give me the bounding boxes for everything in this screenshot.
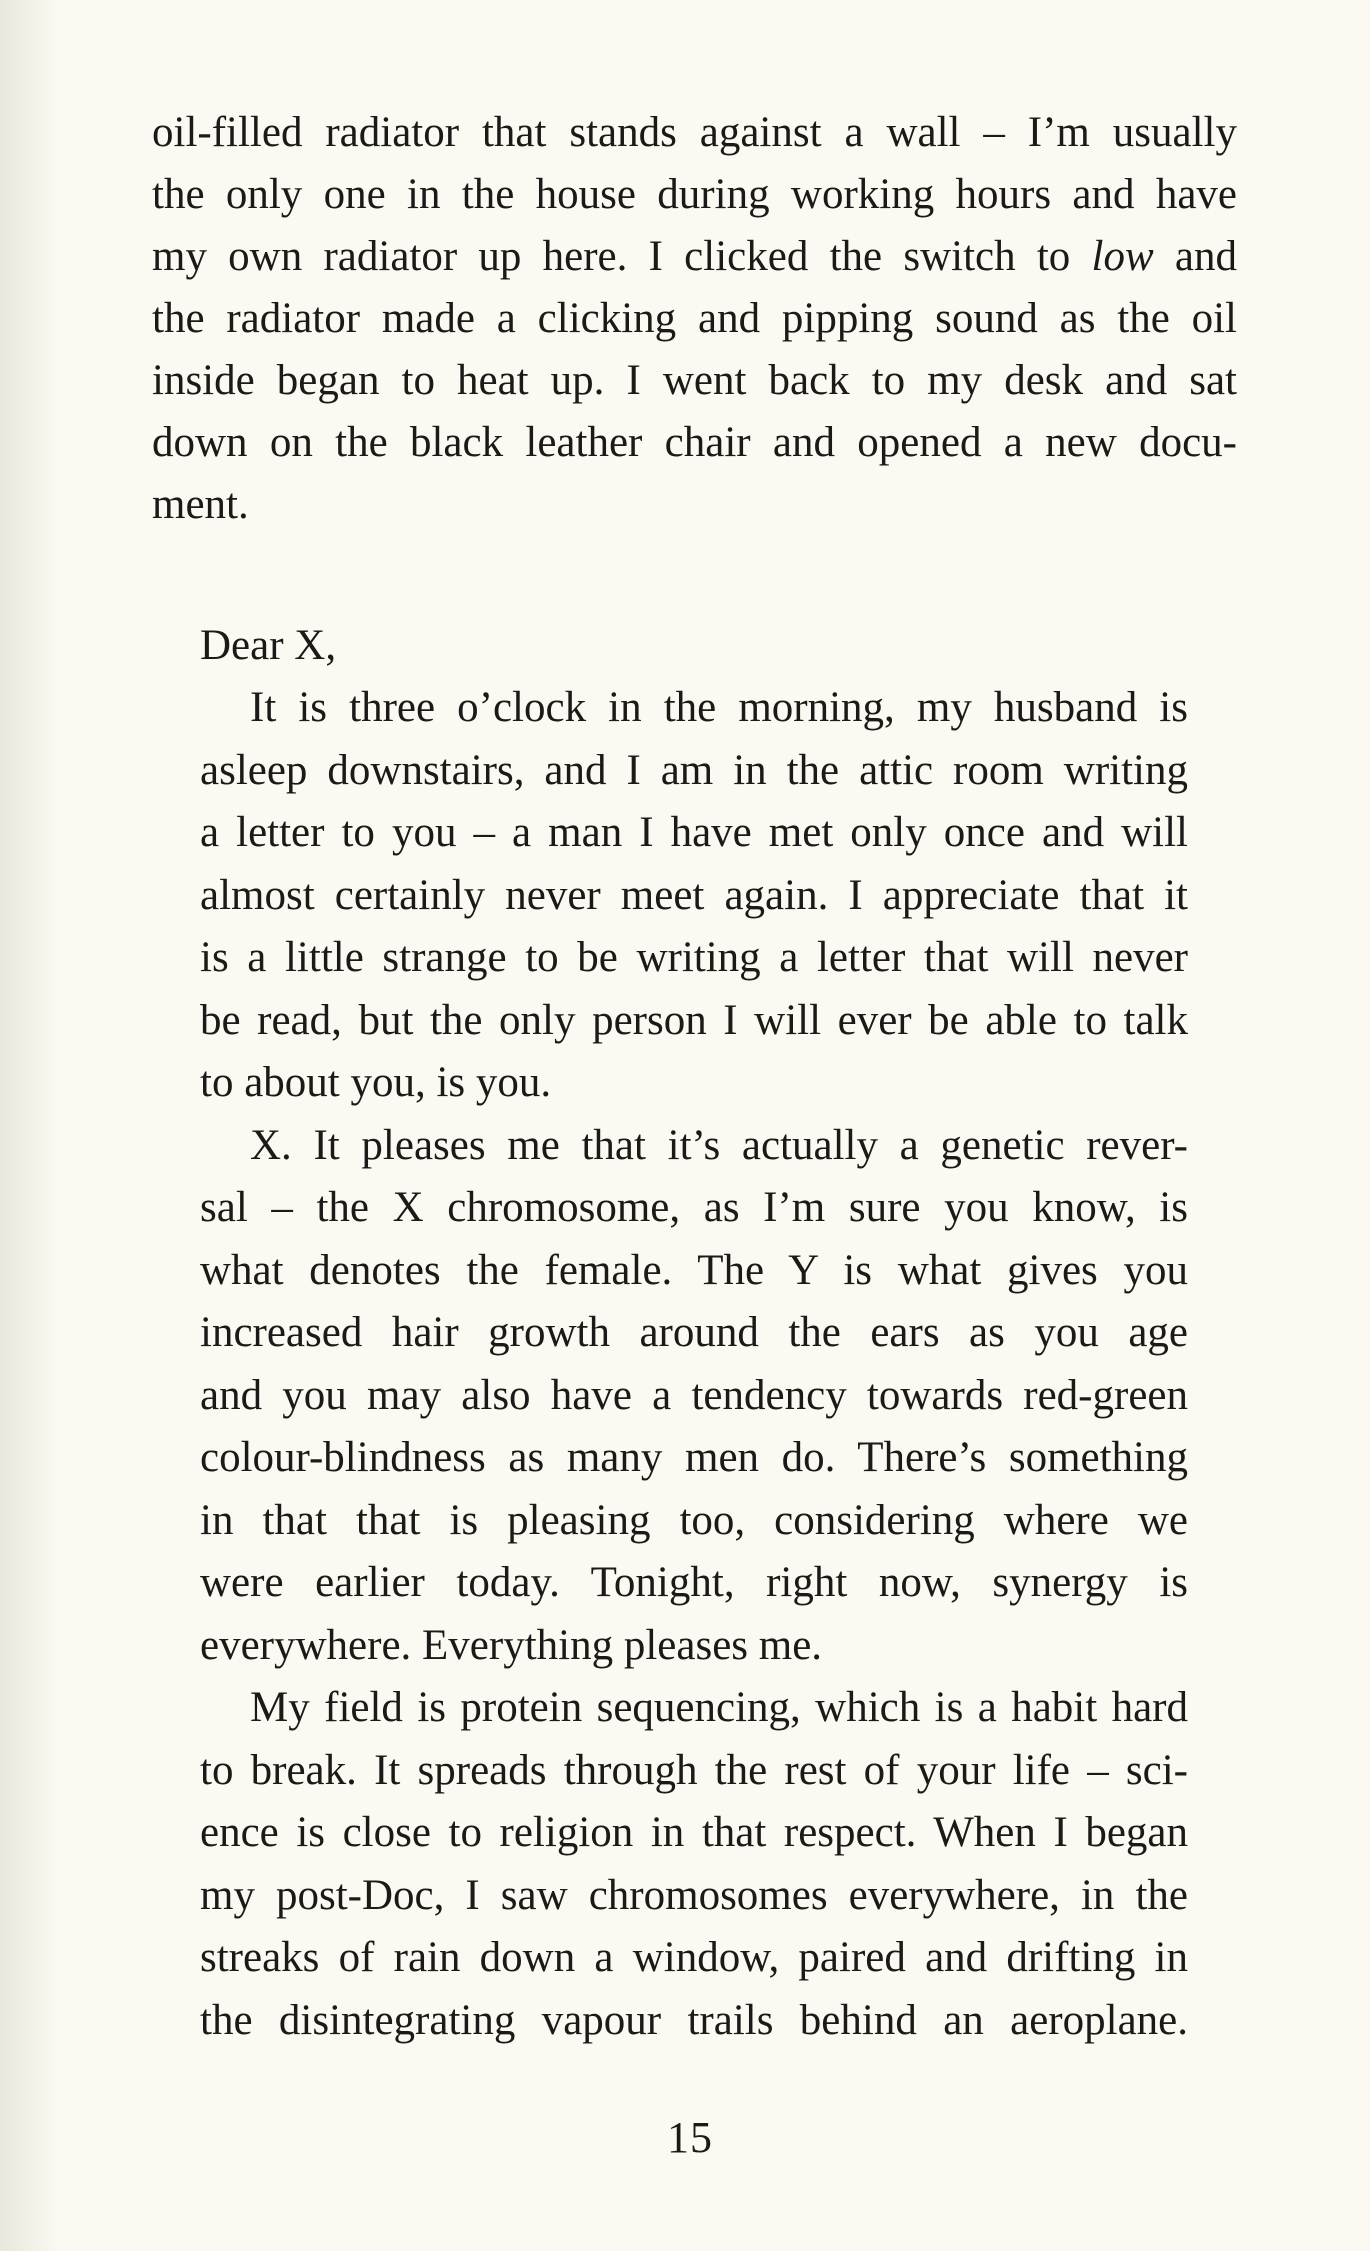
- letter-line: and you may also have a tendency towards red-green: [200, 1372, 1188, 1419]
- letter-line: be read, but the only person I will ever be able to talk: [200, 997, 1188, 1044]
- letter-line: X. It pleases me that it’s actually a genetic rever-: [250, 1122, 1188, 1169]
- letter-line: to break. It spreads through the rest of your life – sci-: [200, 1747, 1188, 1794]
- narrative-line: ment.: [152, 481, 249, 528]
- letter-line: asleep downstairs, and I am in the attic room writing: [200, 747, 1188, 794]
- letter-line: almost certainly never meet again. I appreciate that it: [200, 872, 1188, 919]
- letter-line: is a little strange to be writing a letter that will never: [200, 934, 1188, 981]
- letter-line: ence is close to religion in that respect. When I began: [200, 1809, 1188, 1856]
- narrative-line: [152, 226, 1237, 288]
- letter-line: to about you, is you.: [200, 1059, 552, 1106]
- letter-line: My field is protein sequencing, which is a habit hard: [250, 1684, 1188, 1731]
- letter-line: in that that is pleasing too, considering where we: [200, 1497, 1188, 1544]
- letter-line: increased hair growth around the ears as you age: [200, 1309, 1188, 1356]
- narrative-line: down on the black leather chair and opened a new docu-: [152, 419, 1237, 466]
- letter-line: a letter to you – a man I have met only once and will: [200, 809, 1188, 856]
- letter-line: It is three o’clock in the morning, my husband is: [250, 684, 1188, 731]
- narrative-line: inside began to heat up. I went back to my desk and sat: [152, 357, 1237, 404]
- gutter-shadow: [0, 0, 60, 2251]
- letter-line: my post-Doc, I saw chromosomes everywhere, in the: [200, 1872, 1188, 1919]
- letter-line: sal – the X chromosome, as I’m sure you know, is: [200, 1184, 1188, 1231]
- letter-salutation: Dear X,: [200, 622, 337, 669]
- letter-line: were earlier today. Tonight, right now, synergy is: [200, 1559, 1188, 1606]
- narrative-text: and: [1174, 233, 1238, 280]
- letter-line: everywhere. Everything pleases me.: [200, 1622, 823, 1669]
- narrative-line: oil-filled radiator that stands against a wall – I’m usually: [152, 109, 1237, 156]
- letter-line: streaks of rain down a window, paired and drifting in: [200, 1934, 1188, 1981]
- letter-line: colour-blindness as many men do. There’s something: [200, 1434, 1188, 1481]
- narrative-line: the only one in the house during working hours and have: [152, 171, 1237, 218]
- letter-line: the disintegrating vapour trails behind an aeroplane.: [200, 1997, 1188, 2044]
- italic-word: low: [1091, 233, 1154, 280]
- narrative-line: the radiator made a clicking and pipping sound as the oil: [152, 295, 1237, 342]
- letter-line: what denotes the female. The Y is what gives you: [200, 1247, 1188, 1294]
- narrative-text: my own radiator up here. I clicked the switch to: [152, 233, 1071, 280]
- page-number: 15: [667, 2113, 713, 2162]
